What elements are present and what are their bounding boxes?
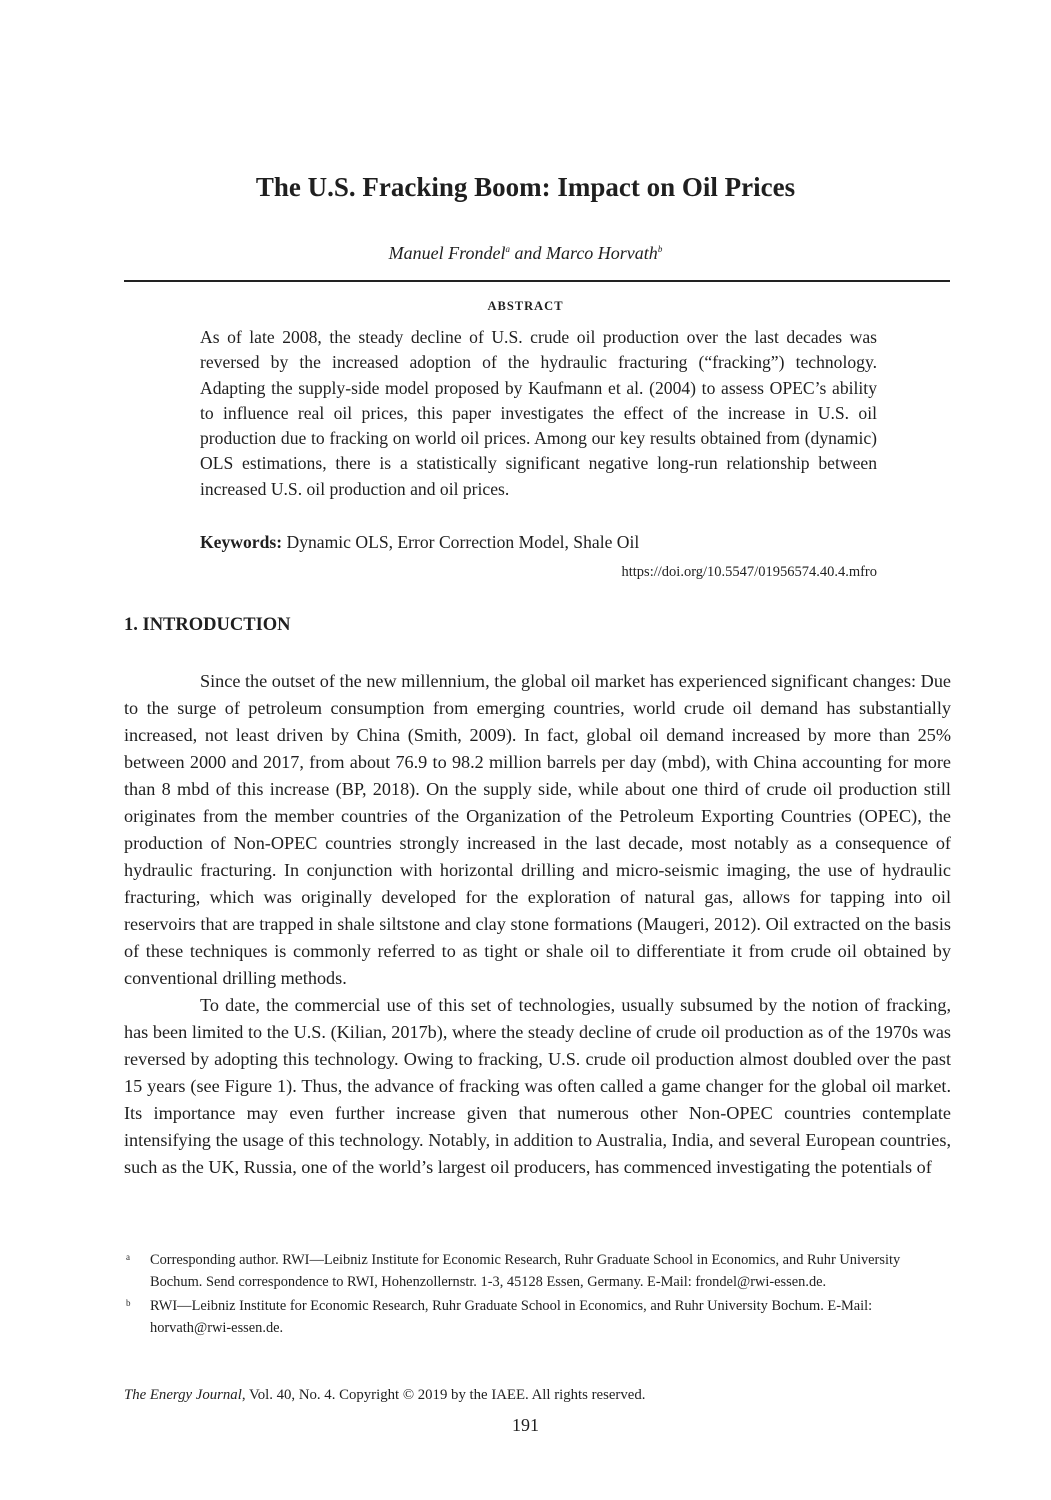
header-divider <box>124 280 950 282</box>
keywords-list: Dynamic OLS, Error Correction Model, Shale Oil <box>286 532 640 552</box>
author-name: Marco Horvath <box>545 243 658 263</box>
footnote-text: Corresponding author. RWI—Leibniz Institute for Economic Research, Ruhr Graduate School in Economics, and Ruhr University Bochum. Send correspondence to RWI, Hohenzollernstr. 1-3, 45128 Essen, Germany. E-Mail: frondel@rwi-essen.de. <box>150 1252 901 1290</box>
doi-link[interactable]: https://doi.org/10.5547/01956574.40.4.mfro <box>621 564 877 580</box>
page-number: 191 <box>512 1415 539 1435</box>
keywords-line <box>200 530 877 555</box>
keywords-label: Keywords: <box>200 532 283 552</box>
journal-name: The Energy Journal <box>124 1387 242 1403</box>
footnote-marker: b <box>657 244 663 254</box>
footnote <box>124 1249 950 1293</box>
abstract-text: As of late 2008, the steady decline of U.S. crude oil production over the last decades was reversed by the increased adoption of the hydraulic fracturing (“fracking”) technology. Adapting the supply-side model proposed by Kaufmann et al. (2004) to assess OPEC’s ability to influence real oil prices, this paper investigates the effect of the increase in U.S. oil production due to fracking on world oil prices. Among our key results obtained from (dynamic) OLS estimations, there is a statistically significant negative long-run relationship between increased U.S. oil production and oil prices. <box>200 327 877 499</box>
author-name: Manuel Frondel <box>388 243 506 263</box>
footnotes <box>124 1249 950 1341</box>
introduction-body <box>124 668 951 1181</box>
body-paragraph: To date, the commercial use of this set of technologies, usually subsumed by the notion of fracking, has been limited to the U.S. (Kilian, 2017b), where the steady decline of crude oil production as of the 1970s was reversed by adopting this technology. Owing to fracking, U.S. crude oil production almost doubled over the past 15 years (see Figure 1). Thus, the advance of fracking was often called a game changer for the global oil market. Its importance may even further increase given that numerous other Non-OPEC countries contemplate intensifying the usage of this technology. Notably, in addition to Australia, India, and several European countries, such as the UK, Russia, one of the world’s largest oil producers, has commenced investigating the potentials of <box>124 995 951 1177</box>
journal-details: , Vol. 40, No. 4. Copyright © 2019 by the IAEE. All rights reserved. <box>241 1387 646 1403</box>
body-paragraph: Since the outset of the new millennium, the global oil market has experienced significant changes: Due to the surge of petroleum consumption from emerging countries, world crude oil demand has substantially increased, not least driven by China (Smith, 2009). In fact, global oil demand increased by more than 25% between 2000 and 2017, from about 76.9 to 98.2 million barrels per day (mbd), with China accounting for more than 8 mbd of this increase (BP, 2018). On the supply side, while about one third of crude oil production still originates from the member countries of the Organization of the Petroleum Exporting Countries (OPEC), the production of Non-OPEC countries strongly increased in the last decade, most notably as a consequence of hydraulic fracturing. In conjunction with horizontal drilling and micro-seismic imaging, the use of hydraulic fracturing, which was originally developed for the exploration of natural gas, allows for tapping into oil reservoirs that are trapped in shale siltstone and clay stone formations (Maugeri, 2012). Oil extracted on the basis of these techniques is commonly referred to as tight or shale oil to differentiate it from crude oil obtained by conventional drilling methods. <box>124 671 951 988</box>
abstract-heading: ABSTRACT <box>487 299 564 313</box>
author-conjunction: and <box>509 243 546 263</box>
footnote-text: RWI—Leibniz Institute for Economic Research, Ruhr Graduate School in Economics, and Ruhr University Bochum. E-Mail: horvath@rwi-essen.de. <box>150 1298 873 1336</box>
journal-citation <box>124 1387 645 1404</box>
section-heading: 1. INTRODUCTION <box>124 615 291 635</box>
footnote-marker: a <box>505 244 510 254</box>
footnote-marker: a <box>126 1252 130 1262</box>
footnote <box>124 1295 950 1339</box>
author-line <box>0 243 1051 264</box>
footnote-marker: b <box>126 1298 131 1308</box>
paper-title: The U.S. Fracking Boom: Impact on Oil Prices <box>255 172 796 202</box>
